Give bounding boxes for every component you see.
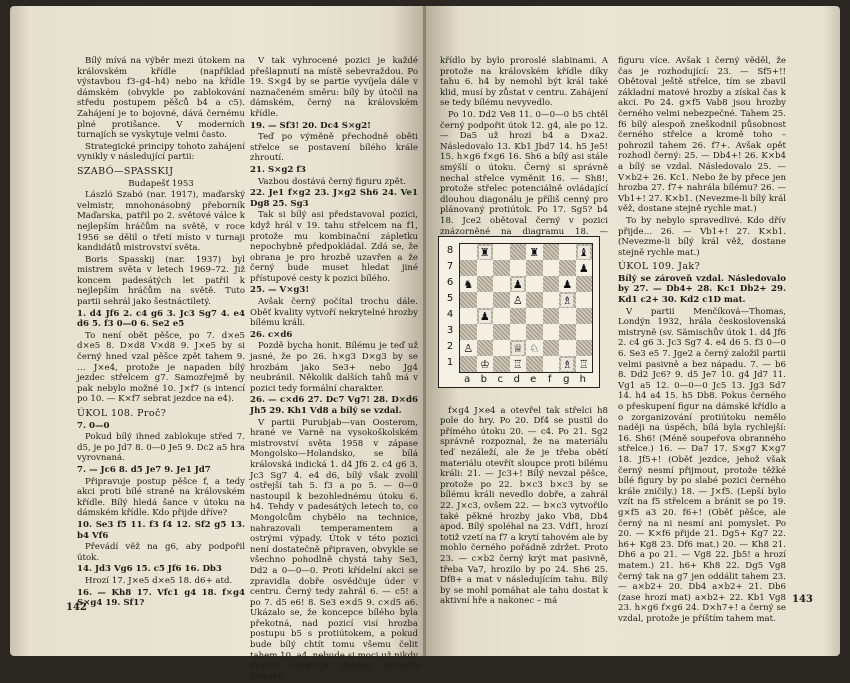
square-e5: [526, 292, 543, 308]
square-a4: [460, 308, 477, 324]
file-label: b: [480, 374, 487, 385]
square-e7: [526, 260, 543, 276]
chess-piece-icon: ♜: [529, 245, 540, 259]
chess-board: [459, 243, 593, 373]
left-page: [10, 6, 424, 682]
page-number-left: 142: [66, 602, 87, 613]
left_page-col1-paragraph: László Szabó (nar. 1917), maďarský velmistr, mnohonásobný přeborník Maďarska, patřil po 2. světové válce k nejlepším hráčům na světě, v roce 1956 se dělil o třetí místo v turnaji kandidátů mistrovství světa.: [77, 190, 245, 254]
left_page-col2-paragraph: Avšak černý počítal trochu dále. Oběť kvality vytvoří nekrytelné hrozby bílému králi.: [250, 297, 418, 329]
rank-label: 7: [446, 261, 454, 272]
right_page-col1-paragraph: Po 10. Dd2 Ve8 11. 0—0—0 b5 chtěl černý podpořit útok 12. g4, ale po 12. — Da5 už hrozí b4 a D×a2. Následovalo 13. Kb1 Jbd7 14. h5 Je5! 15. h×g6 f×g6 16. Sh6 a bílý asi stále smýšlí o útoku. Černý si správně nechal střelce vyměnit 16. — Sh8!, protože střelec potenciálně ovládající dlouhou diagonálu je příliš cenný pro plánovaný protiútok. Po 17. Sg5? b4 18. Jce2 obětoval černý v pozici znázorněné na diagramu 18. —: [440, 109, 608, 237]
square-f7: [543, 260, 560, 276]
square-f2: [543, 340, 560, 356]
left_page-col1-paragraph: SZABÓ—SPASSKIJ: [77, 165, 174, 177]
chess-piece-icon: ♝: [578, 245, 589, 259]
left_page-col1-paragraph: 7. — Jc6 8. d5 Je7 9. Je1 Jd7: [77, 464, 211, 475]
square-e4: [526, 308, 543, 324]
chess-diagram: [438, 236, 600, 388]
right_page-col1-paragraph: křídlo by bylo proroslé slabinami. A protože na královském křídle díky tahu 6. h4 by nemohl být král také klid, musí by zůstat v centru. Zahájení se tedy bílému nevyvedlo.: [440, 56, 608, 109]
left_page-col1-paragraph: ÚKOL 108. Proč?: [77, 408, 167, 419]
right_page-col2-paragraph: To by nebylo spravedlivé. Kdo dřív přijde… 26. — Vb1+! 27. K×b1. (Nevezme-li bílý král věž, dostane stejně rychle mat.): [618, 215, 786, 258]
square-e8: [526, 244, 543, 260]
left_page-col1-paragraph: Připravuje postup pěšce f, a tedy akci proti bílé straně na královském křídle. Bílý hledá šance v útoku na dámském křídle. Kdo přijde dříve?: [77, 476, 245, 519]
right_page-col1-paragraph: f×g4 J×e4 a otevřel tak střelci h8 pole do hry. Po 20. Df4 se pustil do přímého útoku 20. — c4. Po 21. Sg2 správně rozpoznal, že na materiálu teď nezáleží, ale že je třeba obětí materiálu otevřít sloupce proti bílému králi: 21. — Jc3+! Bílý nevzal pěšce, protože po 22. b×c3 b×c3 by se bílému králi nevedlo dobře, a zahrál 22. J×c3, ovšem 22. — b×c3 vytvořilo také pěkné hrozby jako Vb8, Db4 apod. Bílý spoléhal na 23. Vdf1, hrozí totiž vzetí na f7 a krytí tahovém ale by mohlo černého pořádně zdržet. Proto 23. — c×b2 černý krýt mat pasivně, třeba Va7, hrozilo by po 24. Sh6 25. Df8+ a mat v následujícím tahu. Bílý by se mohl pomáhat ale tahu dostat k aktivní hře a nakonec – má: [440, 405, 608, 607]
square-b4: [477, 308, 494, 324]
file-label: c: [497, 374, 503, 385]
square-c7: [493, 260, 510, 276]
square-g7: [559, 260, 576, 276]
square-d8: [510, 244, 527, 260]
chess-piece-icon: ♟: [578, 261, 589, 275]
left_page-col2-paragraph: V tak vyhrocené pozici je každé přešlapnutí na místě sebevraždou. Po 19. S×g4 by se partie vyvíjela dále v naznačeném směru: bílý by útočil na dámském, černý na královském křídle.: [250, 56, 418, 119]
chess-piece-icon: ♙: [463, 341, 474, 355]
square-g4: [559, 308, 576, 324]
left-column-1: [77, 56, 245, 610]
square-g1: [559, 356, 576, 372]
left_page-col1-paragraph: 10. Se3 f5 11. f3 f4 12. Sf2 g5 13. b4 Vf6: [77, 519, 245, 541]
square-b5: [477, 292, 494, 308]
square-f6: [543, 276, 560, 292]
square-d4: [510, 308, 527, 324]
left_page-col1-paragraph: Boris Spasskij (nar. 1937) byl mistrem světa v letech 1969–72. Již koncem padesátých let patřil k nejlepším hráčům na světě. Tuto partii sehrál jako šestnáctiletý.: [77, 254, 245, 308]
chess-piece-icon: ♟: [512, 277, 523, 291]
rank-label: 2: [446, 341, 454, 352]
left_page-col2-paragraph: 25. — V×g3!: [250, 285, 310, 296]
square-h7: [576, 260, 593, 276]
square-b3: [477, 324, 494, 340]
square-d7: [510, 260, 527, 276]
chess-piece-icon: ♙: [512, 293, 523, 307]
left_page-col2-paragraph: 22. Je1 f×g2 23. J×g2 Sh6 24. Ve1 Dg8 25. Sg3: [250, 188, 418, 209]
left_page-col1-paragraph: Hrozí 17. J×e5 d×e5 18. d6+ atd.: [85, 575, 233, 586]
rank-label: 5: [446, 293, 454, 304]
square-c6: [493, 276, 510, 292]
square-g3: [559, 324, 576, 340]
left_page-col2-paragraph: 26. c×d6: [250, 329, 293, 340]
right_page-col2-paragraph: ÚKOL 109. Jak?: [618, 261, 701, 273]
square-f3: [543, 324, 560, 340]
square-c3: [493, 324, 510, 340]
square-h5: [576, 292, 593, 308]
right_page-col2-paragraph: figuru více. Avšak i černý věděl, že čas je rozhodující: 23. — Sf5+!! Obětoval ještě střelce, tím se zbavil základní matové hrozby a získal čas k akci. Po 24. g×f5 Vab8 jsou hrozby černého velmi nebezpečné. Tahem 25. f6 bílý alespoň zneškodnil působnost černého střelce a kromě toho – pohrozil tahem 26. f7+. Avšak opět rozhodl černý: 25. — Db4+! 26. K×b4 a bílý se vzdal. Následovalo 25. — V×b2+ 26. Kc1. Nebo že by přece jen hrozba 27. f7+ nahrála bílému? 26. — Vb1+! 27. K×b1. (Nevezme-li bílý král věž, dostane stejně rychle mat.): [618, 56, 786, 215]
square-d6: [510, 276, 527, 292]
square-f4: [543, 308, 560, 324]
square-d2: [510, 340, 527, 356]
square-b6: [477, 276, 494, 292]
chess-piece-icon: ♖: [512, 357, 523, 371]
square-h1: [576, 356, 593, 372]
chess-piece-icon: ♗: [562, 357, 573, 371]
left_page-col2-paragraph: Teď po výměně přechodně oběti střelce se postavení bílého krále zhroutí.: [250, 132, 418, 164]
square-g5: [559, 292, 576, 308]
square-h6: [576, 276, 593, 292]
left_page-col1-paragraph: Strategické principy tohoto zahájení vynikly v následující partii:: [77, 141, 245, 163]
left_page-col2-paragraph: Pozdě bycha honit. Bílému je teď už jasné, že po 26. h×g3 D×g3 by se hrozbám jako Se3+ nebo Jg4 neubránil. Několik dalších tahů má v pozici tedy formální charakter.: [250, 341, 418, 394]
right_page-col2-paragraph: Bílý se zároveň vzdal. Následovalo by 27. — Db4+ 28. Kc1 Db2+ 29. Kd1 c2+ 30. Kd2 c1D mat.: [618, 273, 786, 306]
left_page-col2-paragraph: V partii Purubjab—van Oosterom, hrané ve Varně na vysokoškolském mistrovství světa 1958 v zápase Mongolsko—Holandsko, se bílá královská indická 1. d4 Jf6 2. c4 g6 3. Jc3 Sg7 4. e4 d6, bílý však zvolil ostřejší tah 5. f3 a po 5. — 0—0 nastoupil k bezohlednému útoku 6. h4. Tehdy v padesátých letech to, co Mongolcům chybělo na technice, nahrazovali temperamentem a ostrými výpady. Útok v této pozici není dostatečně připraven, obvykle se všechno pohodlně chystá tahy Se3, Dd2 a 0—0—0. Proti křídelní akci se zpravidla dobře osvědčuje úder v centru. Černý tedy zahrál 6. — c5! a po 7. d5 e6! 8. Se3 e×d5 9. c×d5 a6. Ukázalo se, že koncepce bílého byla překotná, nad pozicí visí hrozba postupu b5 s protiútokem, a pokud bude bílý chtít tomu všemu čelit tahem 10. a4, nebude si moci už nikdy dovolit rochovat naplno, protože dámské: [250, 417, 418, 682]
square-b8: [477, 244, 494, 260]
rank-label: 8: [446, 245, 454, 256]
file-label: h: [579, 374, 586, 385]
left_page-col1-paragraph: 16. — Kh8 17. Vfc1 g4 18. f×g4 S×g4 19. Sf1?: [77, 587, 245, 609]
square-b7: [477, 260, 494, 276]
left_page-col2-paragraph: Tak si bílý asi představoval pozici, když hrál v 19. tahu střelcem na f1, protože mu kombinační zápletku nepochybně předpokládal. Zdá se, že obrana je pro hrozbě uzavřen a že černý bude muset hledat jiné přístupové cesty k pozici bílého.: [250, 210, 418, 284]
square-a7: [460, 260, 477, 276]
chess-piece-icon: ♖: [578, 357, 589, 371]
square-a1: [460, 356, 477, 372]
left_page-col1-paragraph: Bílý mívá na výběr mezi útokem na královském křídle (například výstavbou f3–g4–h4) nebo na křídle dámském (obvykle po zablokování středu postupem pěšců b4 a c5). Zahájení je to bojovné, dává černému plné protišance. V moderních turnajích se vyskytuje velmi často.: [77, 56, 245, 141]
square-f5: [543, 292, 560, 308]
right-column-2: [618, 56, 786, 625]
square-h3: [576, 324, 593, 340]
square-a3: [460, 324, 477, 340]
left_page-col1-paragraph: 14. Jd3 Vg6 15. c5 Jf6 16. Db3: [77, 564, 222, 575]
square-e6: [526, 276, 543, 292]
chess-piece-icon: ♔: [479, 357, 490, 371]
square-e2: [526, 340, 543, 356]
square-c1: [493, 356, 510, 372]
square-g6: [559, 276, 576, 292]
square-c8: [493, 244, 510, 260]
square-h4: [576, 308, 593, 324]
square-b1: [477, 356, 494, 372]
chess-piece-icon: ♟: [479, 309, 490, 323]
left_page-col1-paragraph: Budapešť 1953: [128, 178, 194, 189]
square-a6: [460, 276, 477, 292]
chess-piece-icon: ♞: [463, 277, 474, 291]
left_page-col1-paragraph: 1. d4 Jf6 2. c4 g6 3. Jc3 Sg7 4. e4 d6 5. f3 0—0 6. Se2 e5: [77, 308, 245, 330]
file-label: a: [464, 374, 471, 385]
square-a2: [460, 340, 477, 356]
chess-piece-icon: ♘: [529, 341, 540, 355]
rank-label: 6: [446, 277, 454, 288]
square-e1: [526, 356, 543, 372]
left_page-col2-paragraph: 19. — Sf3! 20. Dc4 S×g2!: [250, 120, 371, 131]
square-d1: [510, 356, 527, 372]
rank-label: 4: [446, 309, 454, 320]
square-a8: [460, 244, 477, 260]
chess-piece-icon: ♟: [562, 277, 573, 291]
left-column-2: [250, 56, 418, 683]
rank-label: 1: [446, 357, 454, 368]
square-g8: [559, 244, 576, 260]
file-label: f: [547, 374, 552, 385]
file-label: d: [513, 374, 520, 385]
square-e3: [526, 324, 543, 340]
right_page-col2-paragraph: V partii Menčíková—Thomas, Londýn 1932, hrála československá mistryně (sv. Sämischův útok 1. d4 Jf6 2. c4 g6 3. Jc3 Sg7 4. e4 d6 5. f3 0—0 6. Se3 e5 7. Jge2 a černý založil partii velmi pasivně a bez nápadu. 7. — b6 8. Dd2 Jc6? 9. d5 Je7 10. g4 Jd7 11. Vg1 a5 12. 0—0—0 Jc5 13. Jg3 Sd7 14. h4 a4 15. h5 Db8. Pokus černého o přeskupení figur na dámské křídlo a o zorganizování protiútoku nemělo naději na úspěch, bílá byla rychlejší: 16. Sh6! (Méně soupeřova obranného střelce.) 16. — Da7 17. S×g7 K×g7 18. Jf5+! (Oběť jezdce, jehož však černý nesmí přijmout, protože těžké bílé figury by po slabé pozici černého krále zničily.) 18. — J×f5. (Lepší bylo vzít na f5 střelcem a bránit se po 19. g×f5 a3 20. f6+! (Oběť pěšce, ale černý na ni nesmí ani pomyslet. Po 20. — K×f6 přijde 21. Dg5+ Kg7 22. h6+ Kg8 23. Df6 mat.) 20. — Kh8 21. Dh6 a po 21. — Vg8 22. Jb5! a hrozí matem.) 21. h6+ Kh8 22. Dg5 Vg8 černý tak na g7 jen oddálit tahem 23. — a×b2+ 20. Db4 a×b2+ 21. Db6 (zase hrozí mat) a×b2+ 22. Kb1 Vg8 23. h×g6 f×g6 24. D×h7+! a černý se vzdal, protože je příštím tahem mat.: [618, 306, 786, 624]
square-a5: [460, 292, 477, 308]
square-c5: [493, 292, 510, 308]
square-f1: [543, 356, 560, 372]
left_page-col1-paragraph: Převádí věž na g6, aby podpořil útok.: [77, 542, 245, 563]
page-number-right: 143: [792, 594, 813, 605]
square-d3: [510, 324, 527, 340]
chess-piece-icon: ♜: [479, 245, 490, 259]
left_page-col2-paragraph: Vazbou dostává černý figuru zpět.: [258, 176, 406, 187]
left_page-col1-paragraph: 7. 0—0: [77, 420, 110, 431]
chess-piece-icon: ♕: [512, 341, 523, 355]
square-h8: [576, 244, 593, 260]
rank-label: 3: [446, 325, 454, 336]
file-label: e: [530, 374, 537, 385]
left_page-col2-paragraph: 21. S×g2 f3: [250, 164, 307, 175]
left_page-col1-paragraph: Pokud bílý ihned zablokuje střed 7. d5, je po Jd7 8. 0—0 Je5 9. Dc2 a5 hra vyrovnaná.: [77, 432, 245, 464]
square-c4: [493, 308, 510, 324]
square-h2: [576, 340, 593, 356]
chess-piece-icon: ♗: [562, 293, 573, 307]
square-c2: [493, 340, 510, 356]
file-label: g: [563, 374, 570, 385]
square-f8: [543, 244, 560, 260]
square-b2: [477, 340, 494, 356]
left_page-col1-paragraph: To není obět pěšce, po 7. d×e5 d×e5 8. D×d8 V×d8 9. J×e5 by si černý hned vzal pěšce zpět tahem 9. … J×e4, protože je napaden bílý jezdec střelcem g7. Samozřejmě by pak nebylo možné 10. J×f7 (s intencí po 10. — K×f7 sebrat jezdce na e4).: [77, 330, 245, 405]
left_page-col2-paragraph: 26. — c×d6 27. Dc7 Vg7! 28. D×d6 Jh5 29. Kh1 Vd8 a bílý se vzdal.: [250, 395, 418, 416]
square-g2: [559, 340, 576, 356]
square-d5: [510, 292, 527, 308]
